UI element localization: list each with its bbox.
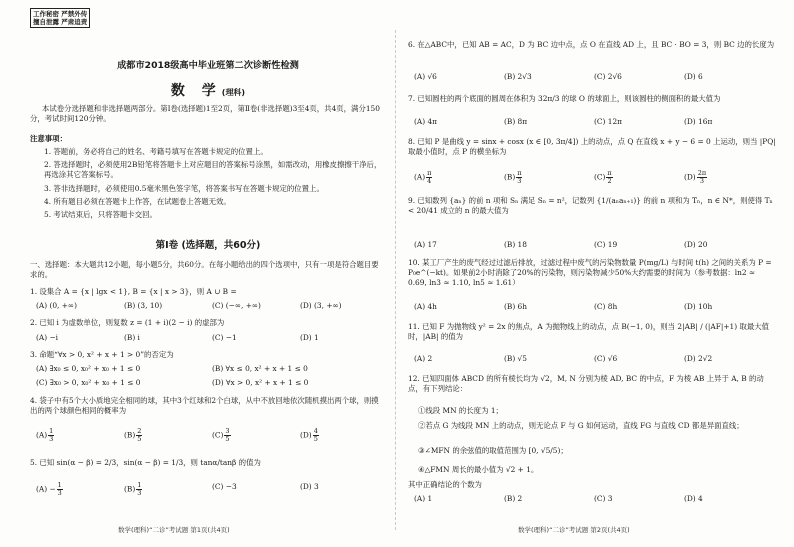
option-d: (D) $\frac{4}{5}$: [300, 427, 318, 443]
option-d: (D) ∀x > 0, x² + x + 1 ≤ 0: [212, 378, 309, 387]
option-b: (B) 2√3: [504, 72, 532, 81]
option-d: (D) 10h: [684, 302, 713, 311]
option-d: (D) 2√2: [684, 354, 713, 363]
question-3-options-row2: [36, 378, 308, 388]
page-footer-left: 数学(理科)“二诊”考试题 第1页(共4页): [118, 526, 230, 534]
option-b: (B) $\frac{1}{3}$: [124, 481, 142, 497]
statement-item: ①线段 MN 的长度为 1；: [418, 406, 503, 415]
section-title: 第Ⅰ卷 (选择题，共60分): [155, 240, 261, 251]
question-2-stem: 2. 已知 i 为虚数单位，则复数 z = (1 + i)(2 − i) 的虚部为: [30, 318, 225, 327]
fraction: $\frac{1}{3}$: [49, 427, 54, 443]
stamp-line-1: 工作秘密 严禁外传: [33, 10, 88, 18]
subject-heading: [30, 82, 386, 101]
option-a: (A) 2: [414, 354, 433, 363]
note-item: 3. 答非选择题时，必须使用0.5毫米黑色签字笔，将答案书写在答题卡规定的位置上。: [44, 184, 324, 193]
option-c: (C) 19: [594, 240, 618, 249]
question-12-tail: 其中正确结论的个数为: [408, 480, 482, 489]
question-4-options: [36, 428, 320, 443]
fraction: $\frac{\pi}{4}$: [427, 169, 432, 185]
fraction: $\frac{2}{5}$: [137, 427, 142, 443]
option-c: (C) 12π: [594, 117, 623, 126]
option-c: (C) 3: [594, 494, 613, 503]
question-2-options: [36, 333, 319, 343]
option-c: (C) −3: [212, 482, 237, 491]
subject-name: 数 学: [170, 83, 222, 99]
intro-paragraph: 本试卷分选择题和非选择题两部分。第Ⅰ卷(选择题)1至2页，第Ⅱ卷(非选择题)3至4页，共4页，满分150分，考试时间120分钟。: [30, 104, 380, 123]
fraction: $\frac{4}{5}$: [313, 427, 318, 443]
option-d: (D) 3: [300, 482, 319, 491]
option-a: (A) $\frac{\pi}{4}$: [414, 169, 432, 185]
question-11-stem: 11. 已知 F 为抛物线 y² = 2x 的焦点，A 为抛物线上的动点，点 B(−1, 0)，则当 2|AB| / (|AF|+1) 取最大值时，|AB| 的值为: [408, 322, 770, 341]
option-c: (C) 8h: [594, 302, 618, 311]
option-a: (A) 1: [414, 494, 433, 503]
question-7-options: [414, 117, 712, 127]
question-8-options: [414, 170, 708, 185]
fraction: $\frac{1}{3}$: [57, 481, 62, 497]
option-d: (D) $\frac{2\pi}{3}$: [684, 169, 707, 185]
stamp-line-2: 擅自泄露 严肃追责: [33, 18, 88, 27]
page-fold-line: [395, 30, 397, 530]
fraction: $\frac{\pi}{3}$: [517, 169, 522, 185]
option-d: (D) 4: [684, 494, 703, 503]
option-d: (D) 1: [300, 333, 319, 342]
option-a: (A) 4π: [414, 117, 438, 126]
option-a: (A) −i: [36, 333, 59, 342]
option-d: (D) 6: [684, 72, 703, 81]
option-b: (B) 2: [504, 494, 523, 503]
option-a: (A) ∃x₀ ≤ 0, x₀² + x₀ + 1 ≤ 0: [36, 364, 141, 373]
option-b: (B) i: [124, 333, 140, 342]
option-c: (C) 2√6: [594, 72, 622, 81]
option-a: (A) − $\frac{1}{3}$: [36, 481, 62, 497]
option-c: (C) −1: [212, 333, 237, 342]
question-7-stem: 7. 已知圆柱的两个底面的圆周在体积为 32π/3 的球 O 的球面上，则该圆柱的侧面积的最大值为: [408, 94, 721, 103]
option-c: (C) √6: [594, 354, 618, 363]
question-1-stem: 1. 设集合 A = {x | lgx < 1}, B = {x | x > 3}，则 A ∪ B =: [30, 287, 237, 296]
option-a: (A) $\frac{1}{3}$: [36, 427, 54, 443]
option-c: (C) (−∞, +∞): [212, 301, 261, 310]
statement-item: ③∠MFN 的余弦值的取值范围为 [0, √5/5)；: [418, 446, 568, 455]
option-a: (A) 4h: [414, 302, 437, 311]
question-4-stem: 4. 袋子中有5个大小质地完全相同的球，其中3个红球和2个白球，从中不放回地依次随机摸出两个球，则摸出的两个球颜色相同的概率为: [30, 396, 379, 415]
note-item: 2. 答选择题时，必须使用2B铅笔将答题卡上对应题目的答案标号涂黑，如需改动，用橡皮擦擦干净后，再选涂其它答案标号。: [44, 160, 382, 179]
question-8-stem: 8. 已知 P 是曲线 y = sinx + cosx (x ∈ [0, 3π/4]) 上的动点，点 Q 在直线 x + y − 6 = 0 上运动，则当 |PQ| 取最小值时，点 P 的横坐标为: [408, 137, 776, 156]
section-instruction: 一、选择题：本大题共12小题，每小题5分，共60分。在每小题给出的四个选项中，只有一项是符合题目要求的。: [30, 260, 379, 279]
page-footer-right: 数学(理科)“二诊”考试题 第2页(共4页): [518, 526, 630, 534]
option-b: (B) 18: [504, 240, 527, 249]
question-3-stem: 3. 命题“∀x > 0, x² + x + 1 > 0”的否定为: [30, 350, 174, 359]
option-d: (D) (3, +∞): [300, 301, 342, 310]
option-b: (B) 8π: [504, 117, 528, 126]
note-item: 5. 考试结束后，只将答题卡交回。: [44, 210, 157, 219]
question-9-stem: 9. 已知数列 {aₙ} 的前 n 项和 Sₙ 满足 Sₙ = n²，记数列 {1/(aₙaₙ₊₁)} 的前 n 项和为 Tₙ，n ∈ N*，则使得 Tₙ < 20/41 成立的 n 的最大值为: [408, 196, 773, 215]
exam-title: 成都市2018级高中毕业班第二次诊断性检测: [117, 60, 299, 71]
fraction: $\frac{2\pi}{3}$: [697, 169, 707, 185]
question-12-stem: 12. 已知四面体 ABCD 的所有棱长均为 √2，M, N 分别为棱 AD, BC 的中点，F 为棱 AB 上异于 A, B 的动点，有下列结论：: [408, 374, 764, 393]
question-11-options: [414, 354, 712, 364]
question-6-options: [414, 72, 703, 82]
option-c: (C) $\frac{\pi}{2}$: [594, 169, 612, 185]
note-item: 4. 所有题目必须在答题卡上作答，在试题卷上答题无效。: [44, 197, 231, 206]
option-d: (D) 20: [684, 240, 708, 249]
option-b: (B) $\frac{2}{5}$: [124, 427, 142, 443]
option-c: (C) ∃x₀ > 0, x₀² + x₀ + 1 ≤ 0: [36, 378, 141, 387]
option-c: (C) $\frac{3}{5}$: [212, 427, 230, 443]
fraction: $\frac{3}{5}$: [225, 427, 230, 443]
statement-item: ④△FMN 周长的最小值为 √2 + 1。: [418, 465, 539, 474]
fraction: $\frac{1}{3}$: [137, 481, 142, 497]
question-10-options: [414, 302, 712, 312]
note-item: 1. 答题前，务必将自己的姓名、考籍号填写在答题卡规定的位置上。: [44, 147, 268, 156]
option-d: (D) 16π: [684, 117, 713, 126]
option-b: (B) ∀x ≤ 0, x² + x + 1 ≤ 0: [212, 364, 308, 373]
option-b: (B) 6h: [504, 302, 528, 311]
option-a: (A) √6: [414, 72, 437, 81]
subject-tag: (理科): [221, 88, 246, 97]
question-3-options-row1: [36, 364, 308, 374]
option-a: (A) (0, +∞): [36, 301, 77, 310]
option-a: (A) 17: [414, 240, 437, 249]
option-b: (B) $\frac{\pi}{3}$: [504, 169, 522, 185]
statement-item: ②若点 G 为线段 MN 上的动点，则无论点 F 与 G 如何运动，直线 FG 与直线 CD 都是异面直线；: [418, 421, 744, 430]
fraction: $\frac{\pi}{2}$: [607, 169, 612, 185]
question-5-stem: 5. 已知 sin(α − β) = 2/3，sin(α − β) = 1/3，则 tanα/tanβ 的值为: [30, 458, 261, 467]
question-1-options: [36, 301, 342, 311]
question-6-stem: 6. 在△ABC中，已知 AB = AC，D 为 BC 边中点，点 O 在直线 AD 上，且 BC · BO = 3，则 BC 边的长度为: [408, 40, 775, 49]
option-b: (B) (3, 10): [124, 301, 163, 310]
option-b: (B) √5: [504, 354, 527, 363]
question-10-stem: 10. 某工厂产生的废气经过过滤后排放，过滤过程中废气的污染物数量 P(mg/L) 与时间 t(h) 之间的关系为 P = P₀e^(−kt)。如果前2小时消除了20%的污染物，则污染物减少50%大约需要的时间为（参考数据：ln2 ≈ 0.69, ln3 ≈ 1.10, ln5 ≈ 1.61）: [408, 258, 772, 287]
question-12-options: [414, 494, 703, 504]
question-9-options: [414, 240, 707, 250]
confidential-stamp: [30, 8, 90, 28]
notes-heading: 注意事项：: [30, 134, 67, 143]
question-5-options: [36, 482, 319, 497]
